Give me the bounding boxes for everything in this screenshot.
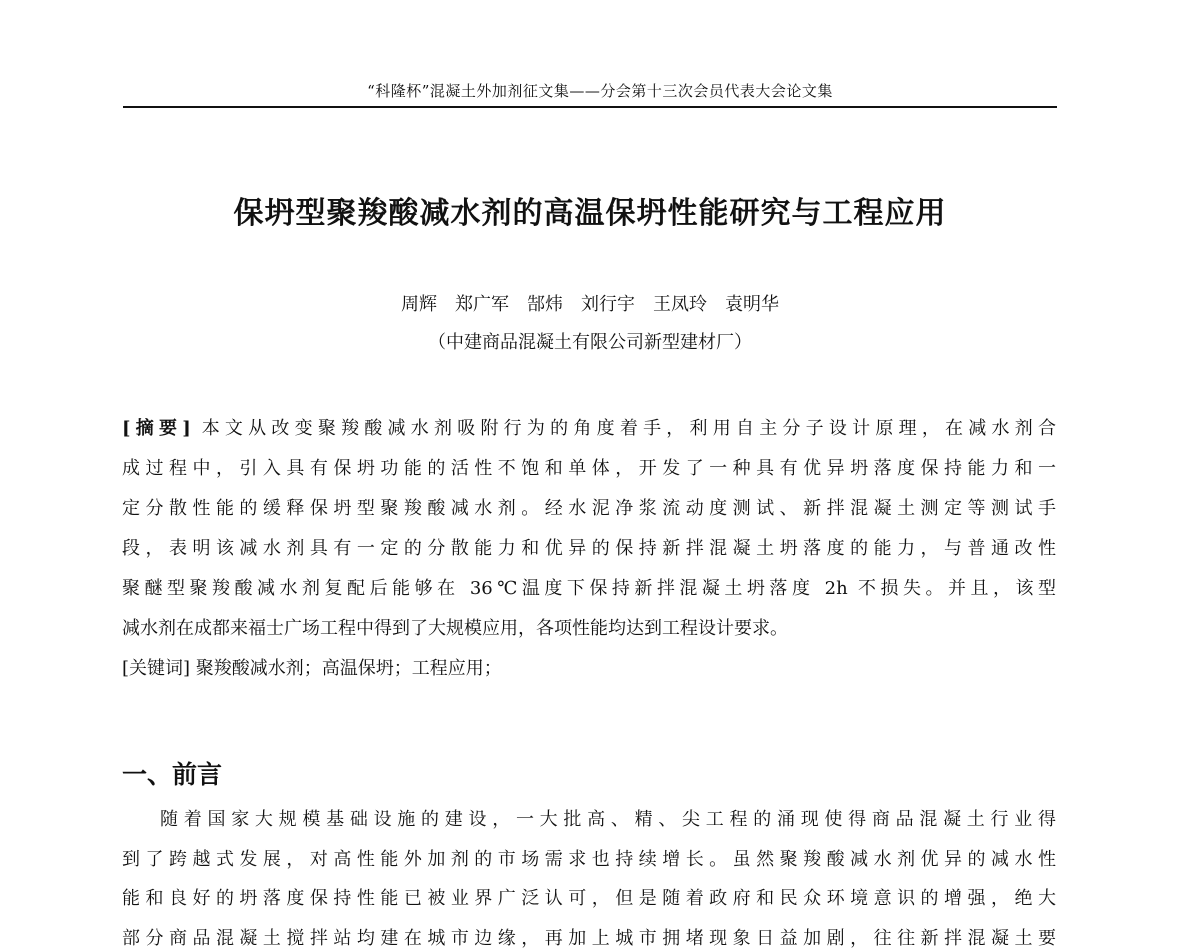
- running-header: “科隆杯”混凝土外加剂征文集——分会第十三次会员代表大会论文集: [367, 82, 833, 100]
- abstract-text: 本文从改变聚羧酸减水剂吸附行为的角度着手，利用自主分子设计原理，在减水剂合: [201, 418, 1056, 439]
- authors: 周辉 郑广军 郜炜 刘行宇 王凤玲 袁明华: [401, 294, 779, 315]
- keywords-label: [关键词]: [122, 658, 191, 679]
- abstract-label: [摘要]: [122, 418, 191, 439]
- abstract-line: 成过程中，引入具有保坍功能的活性不饱和单体，开发了一种具有优异坍落度保持能力和一: [122, 458, 1056, 479]
- affiliation: （中建商品混凝土有限公司新型建材厂）: [428, 332, 752, 353]
- abstract-line: 减水剂在成都来福士广场工程中得到了大规模应用，各项性能均达到工程设计要求。: [122, 618, 788, 639]
- keywords-line: [122, 654, 1056, 680]
- paper-title: 保坍型聚羧酸减水剂的高温保坍性能研究与工程应用: [233, 196, 947, 231]
- body-line: 能和良好的坍落度保持性能已被业界广泛认可，但是随着政府和民众环境意识的增强，绝大: [122, 888, 1056, 909]
- keywords-text: 聚羧酸减水剂；高温保坍；工程应用；: [195, 658, 502, 679]
- abstract-line: 定分散性能的缓释保坍型聚羧酸减水剂。经水泥净浆流动度测试、新拌混凝土测定等测试手: [122, 498, 1056, 519]
- header-rule: [123, 106, 1057, 108]
- section-heading: 一、前言: [122, 760, 223, 789]
- abstract-line: [122, 414, 1056, 440]
- abstract-line: 聚醚型聚羧酸减水剂复配后能够在 36℃温度下保持新拌混凝土坍落度 2h 不损失。并且，该型: [122, 578, 1056, 599]
- body-line: 随着国家大规模基础设施的建设，一大批高、精、尖工程的涌现使得商品混凝土行业得: [160, 809, 1056, 830]
- abstract-line: 段，表明该减水剂具有一定的分散能力和优异的保持新拌混凝土坍落度的能力，与普通改性: [122, 538, 1056, 559]
- body-line: 到了跨越式发展，对高性能外加剂的市场需求也持续增长。虽然聚羧酸减水剂优异的减水性: [122, 849, 1056, 870]
- body-line: 部分商品混凝土搅拌站均建在城市边缘，再加上城市拥堵现象日益加剧，往往新拌混凝土要: [122, 928, 1056, 949]
